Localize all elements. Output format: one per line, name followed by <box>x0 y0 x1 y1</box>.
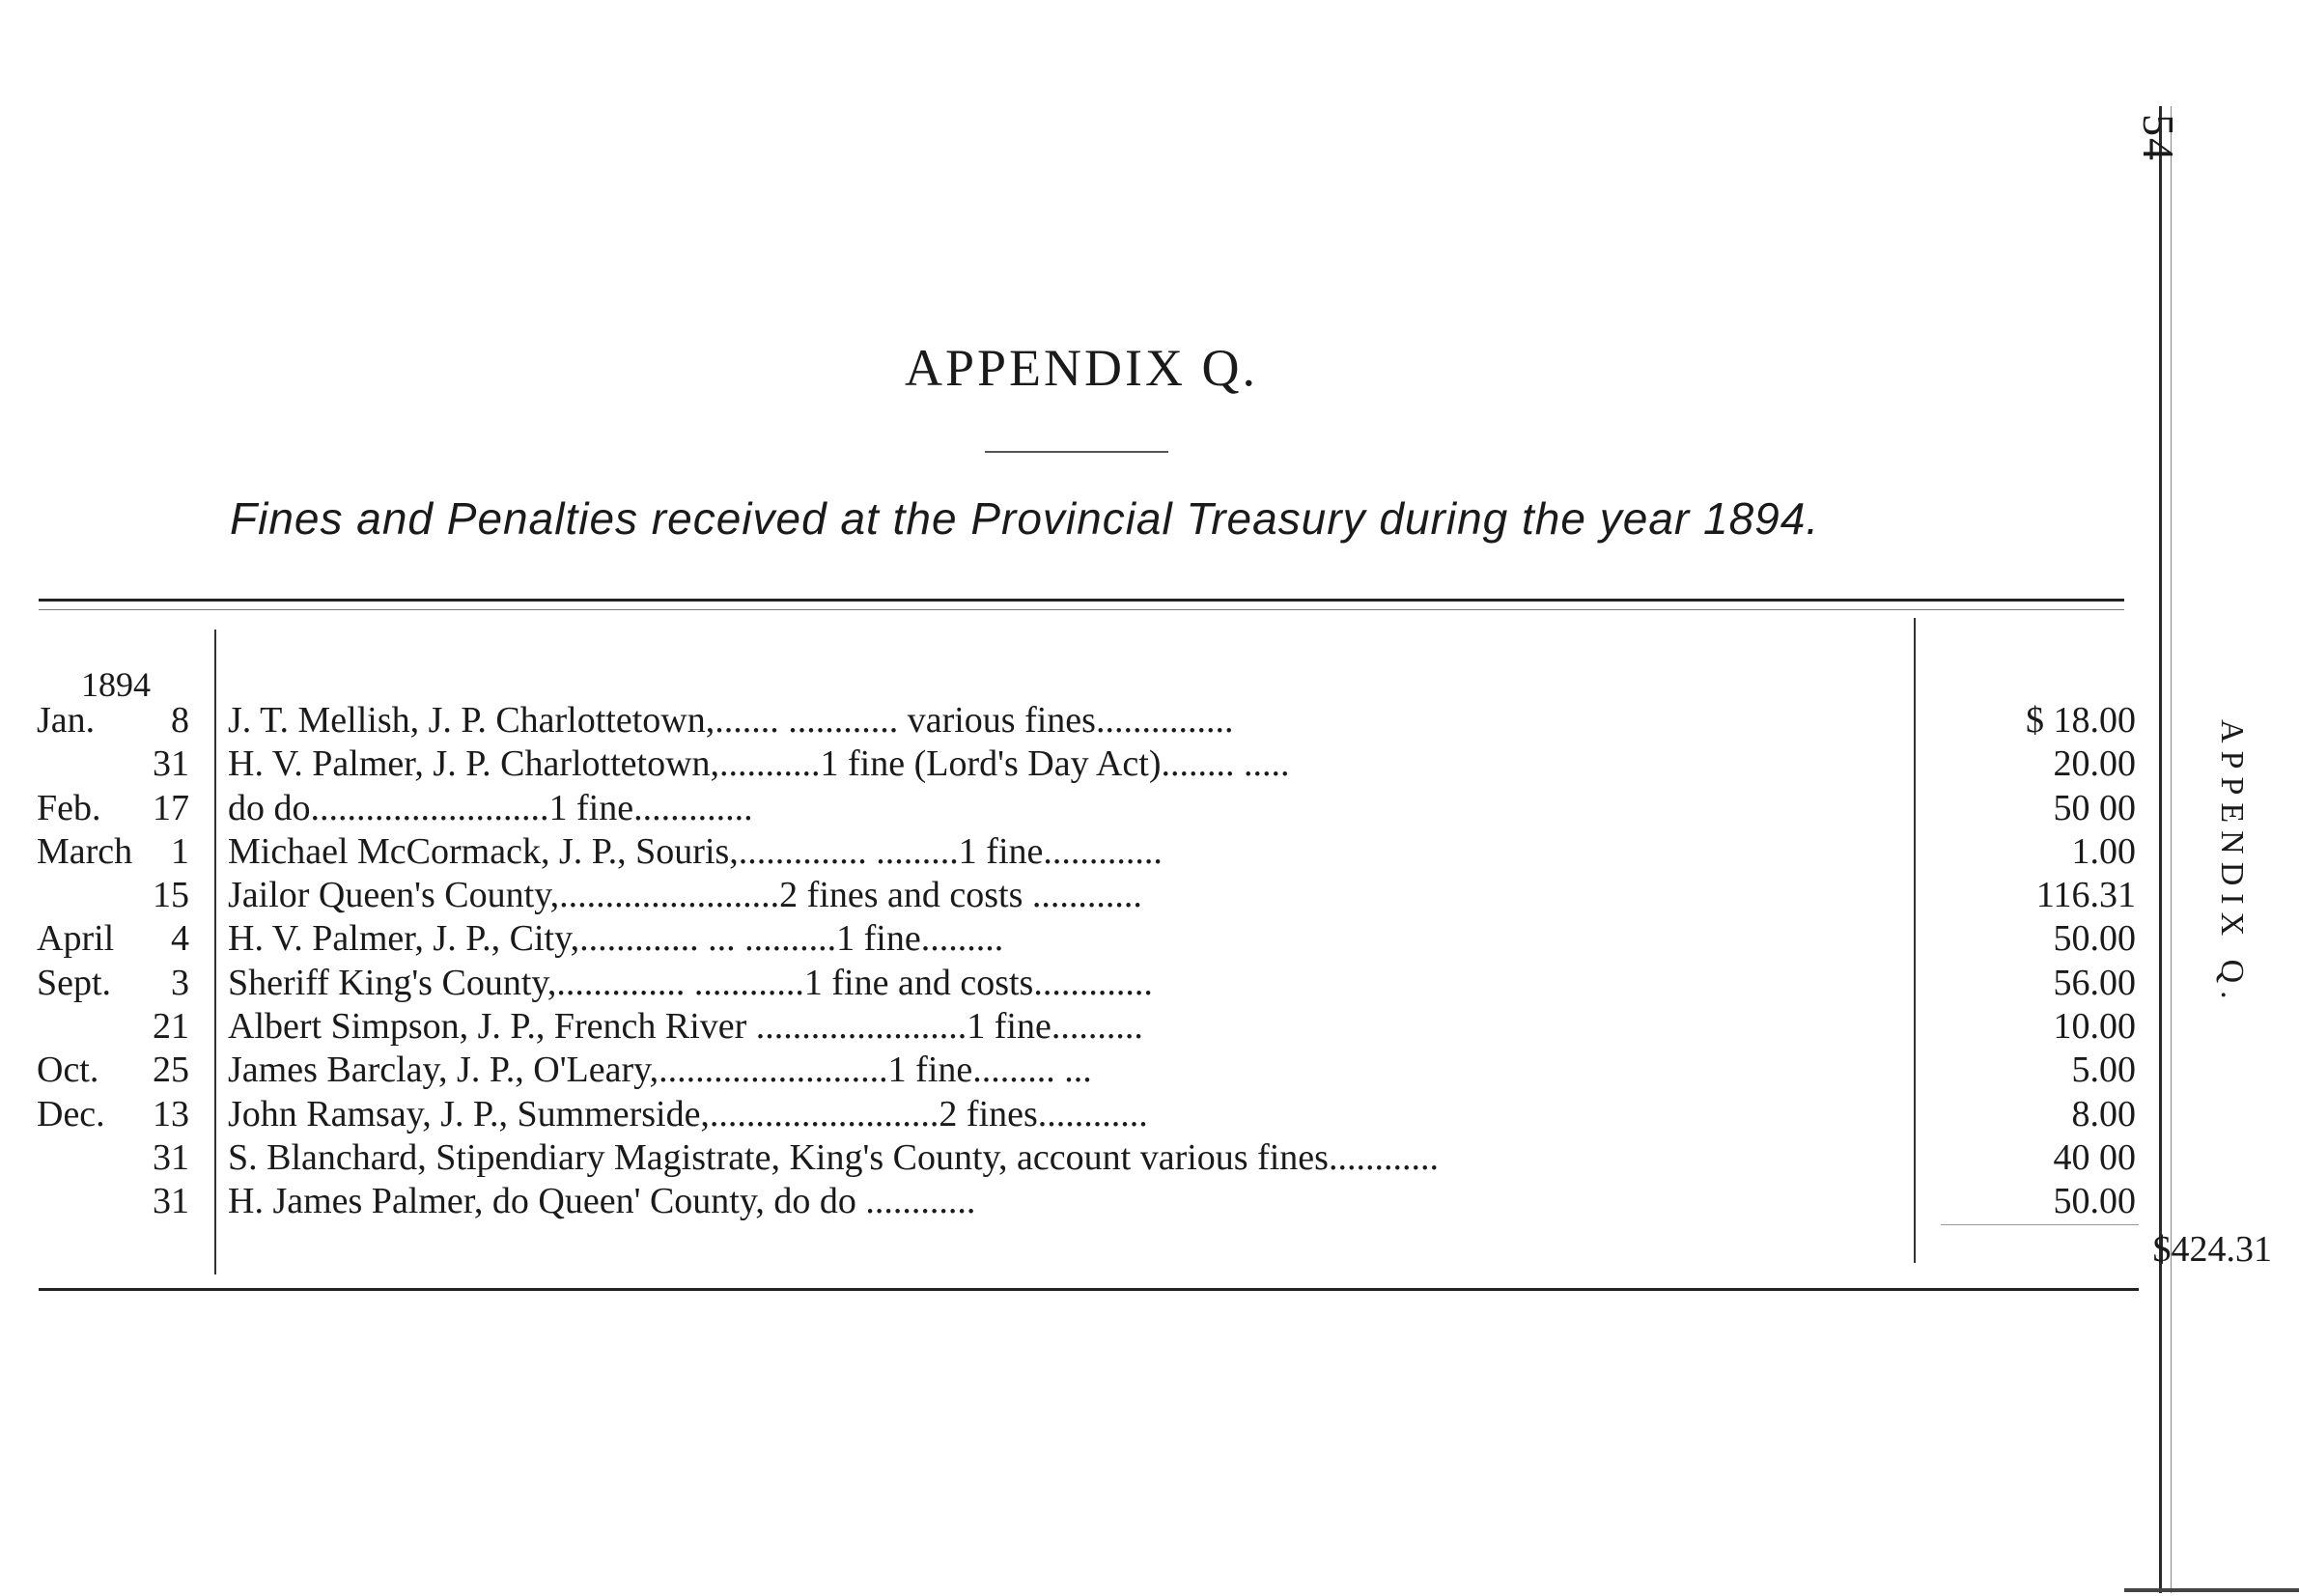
table-row <box>0 742 2163 786</box>
table-bottom-rule <box>39 1288 2139 1291</box>
row-day: 31 <box>153 1181 189 1222</box>
row-day: 1 <box>171 830 189 872</box>
row-description: John Ramsay, J. P., Summerside,.........................2 fines............ <box>228 1093 1148 1134</box>
table-top-rule <box>39 599 2124 602</box>
margin-rule-thin <box>2171 106 2172 1593</box>
row-amount: 50 00 <box>2053 787 2136 828</box>
row-month: March <box>37 830 133 872</box>
row-description: H. V. Palmer, J. P. Charlottetown,...........1 fine (Lord's Day Act)........ ..... <box>228 743 1290 785</box>
table-row <box>0 1093 2163 1136</box>
row-description: Michael McCormack, J. P., Souris,.............. .........1 fine............. <box>228 830 1163 872</box>
row-month: Sept. <box>37 962 112 1003</box>
row-description: H. V. Palmer, J. P., City,............. ... ..........1 fine......... <box>228 918 1004 960</box>
table-row <box>0 1005 2163 1049</box>
row-description: H. James Palmer, do Queen' County, do do ............ <box>228 1181 976 1222</box>
row-amount: 5.00 <box>2071 1050 2136 1091</box>
row-month: Jan. <box>37 700 96 741</box>
row-amount: 10.00 <box>2053 1006 2136 1048</box>
row-day: 31 <box>153 743 189 785</box>
row-description: Sheriff King's County,.............. ............1 fine and costs............. <box>228 962 1153 1003</box>
running-head: APPENDIX Q. <box>2214 719 2250 1007</box>
page-edge <box>2124 1588 2299 1592</box>
table-row <box>0 962 2163 1005</box>
row-amount: 20.00 <box>2053 743 2136 785</box>
table-row <box>0 699 2163 742</box>
table-row <box>0 874 2163 917</box>
row-month: Dec. <box>37 1093 105 1134</box>
table-row <box>0 1049 2163 1092</box>
row-day: 17 <box>153 787 189 828</box>
row-amount: 8.00 <box>2071 1093 2136 1134</box>
row-day: 21 <box>153 1006 189 1048</box>
row-day: 31 <box>153 1136 189 1178</box>
row-day: 4 <box>171 918 189 960</box>
row-amount: 116.31 <box>2035 875 2136 916</box>
table-top-rule-thin <box>39 609 2124 610</box>
row-amount: 50.00 <box>2053 918 2136 960</box>
row-amount: 40 00 <box>2053 1136 2136 1178</box>
table-row <box>0 917 2163 961</box>
row-description: S. Blanchard, Stipendiary Magistrate, King's County, account various fines............ <box>228 1136 1439 1178</box>
row-day: 13 <box>153 1093 189 1134</box>
row-description: Albert Simpson, J. P., French River .......................1 fine.......... <box>228 1006 1143 1048</box>
page-number: 54 <box>2134 114 2183 162</box>
row-day: 8 <box>171 700 189 741</box>
fines-table <box>0 699 2163 1224</box>
row-day: 15 <box>153 875 189 916</box>
page-subtitle: Fines and Penalties received at the Provincial Treasury during the year 1894. <box>230 493 1820 544</box>
table-row <box>0 830 2163 874</box>
row-month: April <box>37 918 115 960</box>
table-row <box>0 787 2163 830</box>
row-description: J. T. Mellish, J. P. Charlottetown,....... ............ various fines............... <box>228 700 1234 741</box>
year-heading: 1894 <box>81 665 151 704</box>
row-amount: 1.00 <box>2071 830 2136 872</box>
row-description: Jailor Queen's County,........................2 fines and costs ............ <box>228 875 1142 916</box>
title-rule <box>985 451 1168 453</box>
row-description: James Barclay, J. P., O'Leary,.........................1 fine......... ... <box>228 1050 1092 1091</box>
row-amount: 56.00 <box>2053 962 2136 1003</box>
total-amount: $424.31 <box>2152 1229 2272 1270</box>
row-amount: $ 18.00 <box>2026 700 2136 741</box>
row-day: 3 <box>171 962 189 1003</box>
row-month: Oct. <box>37 1050 99 1091</box>
table-row <box>0 1180 2163 1223</box>
row-day: 25 <box>153 1050 189 1091</box>
total-rule <box>1941 1224 2139 1225</box>
row-description: do do..........................1 fine............. <box>228 787 753 828</box>
table-row <box>0 1136 2163 1180</box>
page-title: APPENDIX Q. <box>904 339 1259 397</box>
row-amount: 50.00 <box>2053 1181 2136 1222</box>
row-month: Feb. <box>37 787 101 828</box>
